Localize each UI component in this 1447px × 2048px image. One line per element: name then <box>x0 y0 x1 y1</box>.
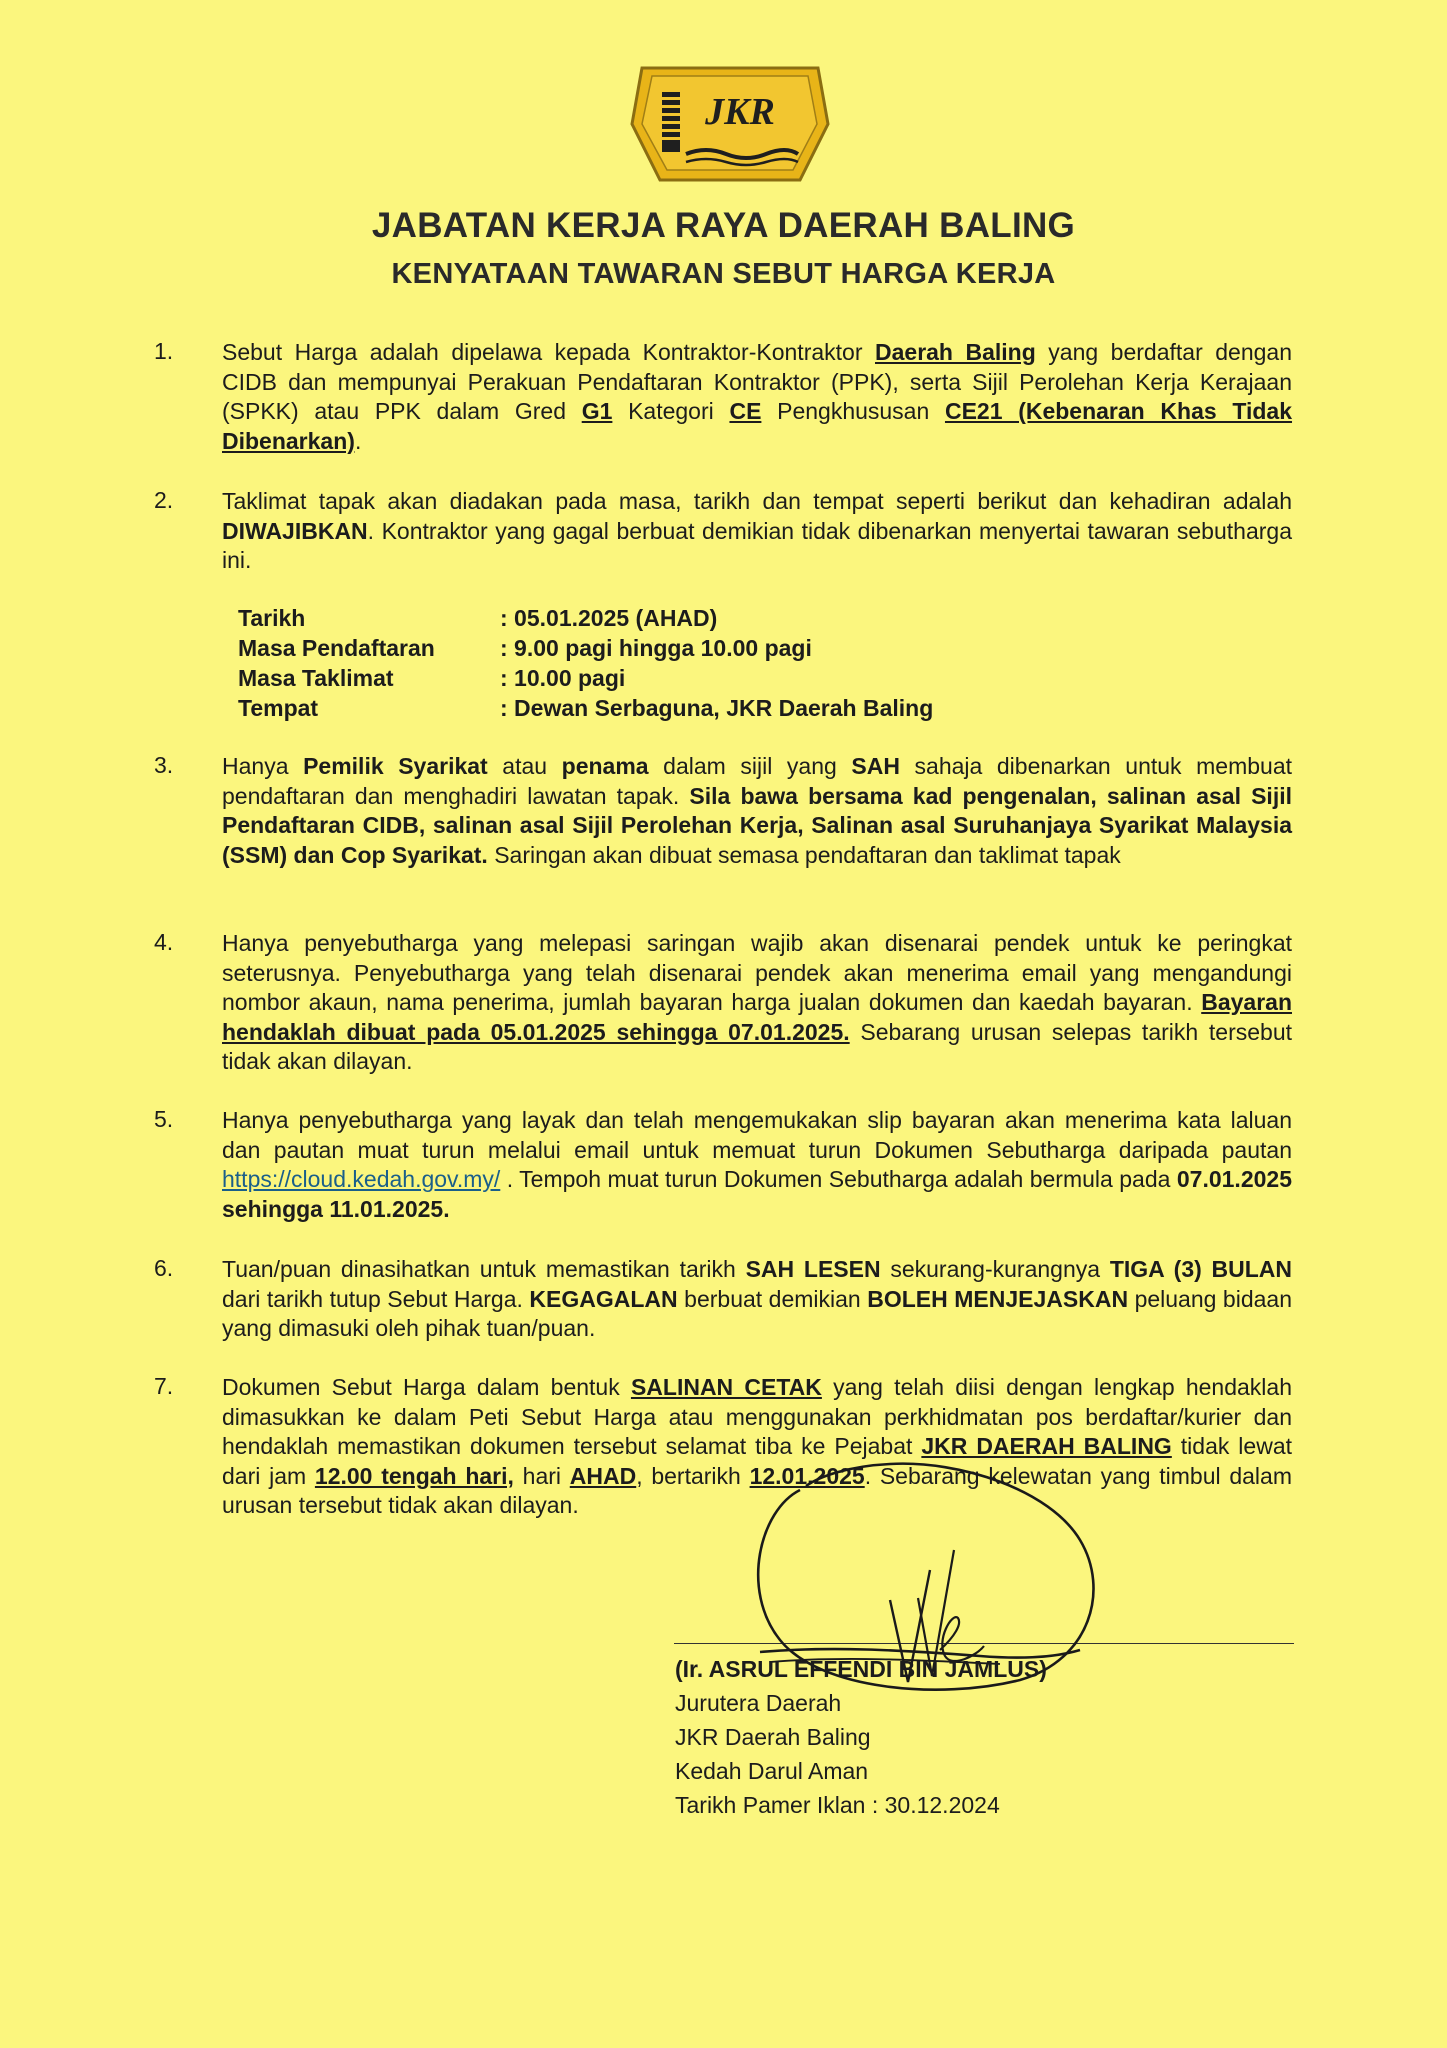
signatory-name: (Ir. ASRUL EFFENDI BIN JAMLUS) <box>675 1656 1047 1682</box>
item-2-text: Taklimat tapak akan diadakan pada masa, tarikh dan tempat seperti berikut dan kehadiran adalah DIWAJIBKAN. Kontraktor yang gagal berbuat demikian tidak dibenarkan menyertai tawaran sebutharga ini. <box>222 488 1292 573</box>
category: CE <box>729 398 762 424</box>
item-4-number: 4. <box>154 929 174 955</box>
district-name: Daerah Baling <box>875 339 1036 365</box>
item-6-number: 6. <box>154 1255 174 1281</box>
download-link[interactable]: https://cloud.kedah.gov.my/ <box>222 1166 501 1192</box>
item-5-number: 5. <box>154 1106 174 1132</box>
required-documents: Sila bawa bersama kad pengenalan, salinan asal Sijil Pendaftaran CIDB, salinan asal Sijil Perolehan Kerja, Salinan asal Suruhanjaya Syarikat Malaysia (SSM) dan Cop Syarikat. <box>222 782 1292 868</box>
item-5-text: Hanya penyebutharga yang layak dan telah mengemukakan slip bayaran akan menerima kata laluan dan pautan muat turun melalui email untuk memuat turun Dokumen Sebutharga daripada pautan https://cloud.kedah.gov.my/ . Tempoh muat turun Dokumen Sebutharga adalah bermula pada 07.01.2025 sehingga 11.01.2025. <box>222 1107 1292 1222</box>
download-period: 07.01.2025 sehingga 11.01.2025. <box>222 1166 1292 1222</box>
item-6-text: Tuan/puan dinasihatkan untuk memastikan tarikh SAH LESEN sekurang-kurangnya TIGA (3) BULAN dari tarikh tutup Sebut Harga. KEGAGALAN berbuat demikian BOLEH MENJEJASKAN peluang bidaan yang dimasuki oleh pihak tuan/puan. <box>222 1256 1293 1341</box>
item-3-text: Hanya Pemilik Syarikat atau penama dalam sijil yang SAH sahaja dibenarkan untuk membuat pendaftaran dan menghadiri lawatan tapak. Sila bawa bersama kad pengenalan, salinan asal Sijil Pendaftaran CIDB, salinan asal Sijil Perolehan Kerja, Salinan asal Suruhanjaya Syarikat Malaysia (SSM) dan Cop Syarikat. Saringan akan dibuat semasa pendaftaran dan taklimat tapak <box>222 753 1293 868</box>
item-2-number: 2. <box>154 487 174 513</box>
briefing-row: Masa Pendaftaran : 9.00 pagi hingga 10.00 pagi <box>238 635 812 661</box>
briefing-row: Tempat : Dewan Serbaguna, JKR Daerah Baling <box>238 695 934 721</box>
item-4-text: Hanya penyebutharga yang melepasi saringan wajib akan disenarai pendek untuk ke peringkat seterusnya. Penyebutharga yang telah disenarai pendek akan menerima email yang mengandungi nombor akaun, nama penerima, jumlah bayaran harga jualan dokumen dan kaedah bayaran. Bayaran hendaklah dibuat pada 05.01.2025 sehingga 07.01.2025. Sebarang urusan selepas tarikh tersebut tidak akan dilayan. <box>222 930 1293 1074</box>
briefing-row: Tarikh : 05.01.2025 (AHAD) <box>238 605 718 631</box>
page-subtitle: KENYATAAN TAWARAN SEBUT HARGA KERJA <box>391 258 1056 290</box>
logo-text: JKR <box>705 91 775 133</box>
jkr-logo <box>628 62 832 186</box>
grade: G1 <box>581 398 613 424</box>
item-1-number: 1. <box>154 338 174 364</box>
briefing-row: Masa Taklimat : 10.00 pagi <box>238 665 626 691</box>
payment-period: Bayaran hendaklah dibuat pada 05.01.2025 sehingga 07.01.2025. <box>222 989 1292 1045</box>
mandatory-label: DIWAJIBKAN <box>222 517 368 544</box>
specialisation: CE21 (Kebenaran Khas Tidak Dibenarkan) <box>222 398 1293 454</box>
item-7-number: 7. <box>154 1373 174 1399</box>
item-3-number: 3. <box>154 752 174 778</box>
item-1-text: Sebut Harga adalah dipelawa kepada Kontraktor-Kontraktor Daerah Baling yang berdaftar dengan CIDB dan mempunyai Perakuan Pendaftaran Kontraktor (PPK), serta Sijil Perolehan Kerja Kerajaan (SPKK) atau PPK dalam Gred G1 Kategori CE Pengkhususan CE21 (Kebenaran Khas Tidak Dibenarkan). <box>222 339 1293 454</box>
signatory-state: Kedah Darul Aman <box>675 1758 869 1784</box>
briefing-details <box>238 603 933 723</box>
signatory-position: Jurutera Daerah <box>675 1690 842 1716</box>
signatory-office: JKR Daerah Baling <box>675 1724 871 1750</box>
page-title: JABATAN KERJA RAYA DAERAH BALING <box>371 206 1076 245</box>
notice-date: Tarikh Pamer Iklan : 30.12.2024 <box>675 1792 1000 1818</box>
item-7-text: Dokumen Sebut Harga dalam bentuk SALINAN CETAK yang telah diisi dengan lengkap hendaklah dimasukkan ke dalam Peti Sebut Harga atau menggunakan perkhidmatan pos berdaftar/kurier dan hendaklah memastikan dokumen tersebut selamat tiba ke Pejabat JKR DAERAH BALING tidak lewat dari jam 12.00 tengah hari, hari AHAD, bertarikh 12.01.2025. Sebarang kelewatan yang timbul dalam urusan tersebut tidak akan dilayan. <box>222 1374 1292 1518</box>
signature-block <box>675 1652 1047 1822</box>
